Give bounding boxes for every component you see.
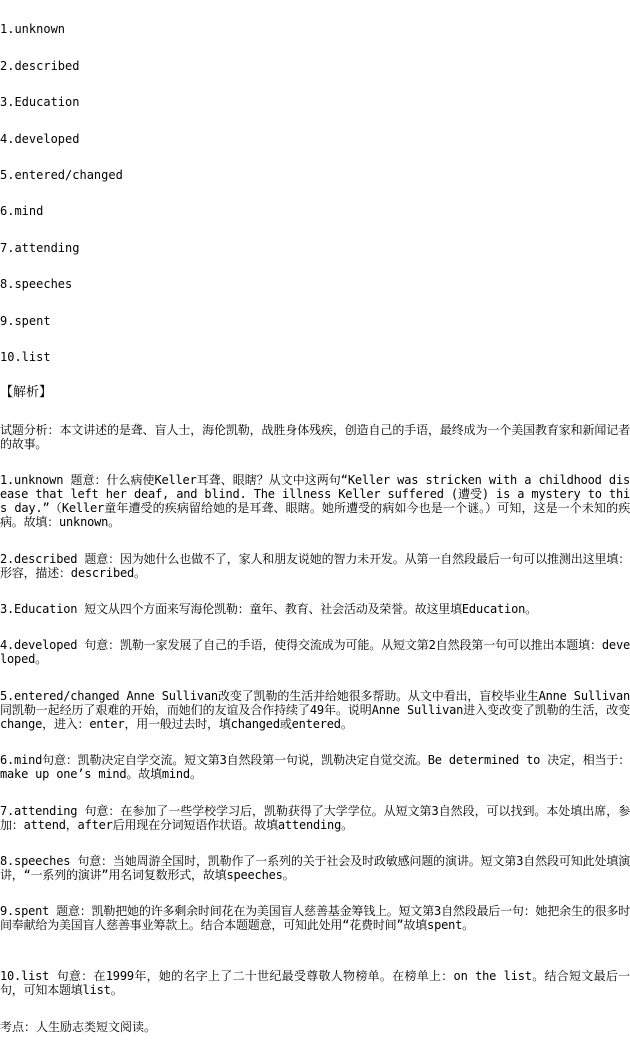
explanation-1: 1.unknown 题意：什么病使Keller耳聋、眼瞎？从文中这两句“Keller was stricken with a childhood disease that left her deaf, and blind. The illness Keller suffered (遭受) is a mystery to this day.”（Keller童年遭受的疾病留给她的是耳聋、眼瞎。她所遭受的病如今也是一个谜。）可知，这是一个未知的疾病。故填：unknown。 [0,473,630,529]
explanation-10: 10.list 句意：在1999年，她的名字上了二十世纪最受尊敬人物榜单。在榜单上：on the list。结合短文最后一句，可知本题填list。 [0,969,630,997]
analysis-overview: 试题分析：本文讲述的是聋、盲人士，海伦凯勒，战胜身体残疾，创造自己的手语，最终成为一个美国教育家和新闻记者的故事。 [0,423,630,451]
answer-3: 3.Education [0,95,80,109]
answer-7: 7.attending [0,241,80,255]
explanation-6: 6.mind句意：凯勒决定自学交流。短文第3自然段第一句说，凯勒决定自觉交流。Be determined to 决定，相当于：make up one’s mind。故填mind。 [0,753,630,781]
explanation-2: 2.described 题意：因为她什么也做不了，家人和朋友说她的智力未开发。从第一自然段最后一句可以推测出这里填：形容，描述：described。 [0,552,630,580]
explanation-4: 4.developed 句意：凯勒一家发展了自己的手语，使得交流成为可能。从短文第2自然段第一句可以推出本题填：developed。 [0,638,630,666]
explanation-3: 3.Education 短文从四个方面来写海伦凯勒：童年、教育、社会活动及荣誉。故这里填Education。 [0,602,537,616]
explanation-9: 9.spent 题意：凯勒把她的许多剩余时间花在为美国盲人慈善基金筹钱上。短文第3自然段最后一句：她把余生的很多时间奉献给为美国盲人慈善事业筹款上。结合本题题意，可知此处用“花费时间”故填spent。 [0,904,630,932]
answer-2: 2.described [0,59,80,73]
answer-5: 5.entered/changed [0,168,123,182]
explanation-7: 7.attending 句意：在参加了一些学校学习后，凯勒获得了大学学位。从短文第3自然段，可以找到。本处填出席，参加：attend，after后用现在分词短语作状语。故填attending。 [0,804,630,832]
answer-8: 8.speeches [0,277,73,291]
answer-9: 9.spent [0,314,51,328]
answer-6: 6.mind [0,204,44,218]
explanation-8: 8.speeches 句意：当她周游全国时，凯勒作了一系列的关于社会及时政敏感问题的演讲。短文第3自然段可知此处填演讲，“一系列的演讲”用名词复数形式，故填speeches。 [0,854,630,882]
answer-1: 1.unknown [0,22,66,36]
analysis-heading: 【解析】 [0,385,53,400]
explanation-5: 5.entered/changed Anne Sullivan改变了凯勒的生活并给她很多帮助。从文中看出，盲校毕业生Anne Sullivan同凯勒一起经历了艰难的开始，而她们的友谊及合作持续了49年。说明Anne Sullivan进入变改变了凯勒的生活，改变change，进入：enter，用一般过去时，填changed或entered。 [0,689,630,731]
answer-4: 4.developed [0,132,80,146]
key-point: 考点：人生励志类短文阅读。 [0,1020,157,1034]
answer-10: 10.list [0,350,51,364]
